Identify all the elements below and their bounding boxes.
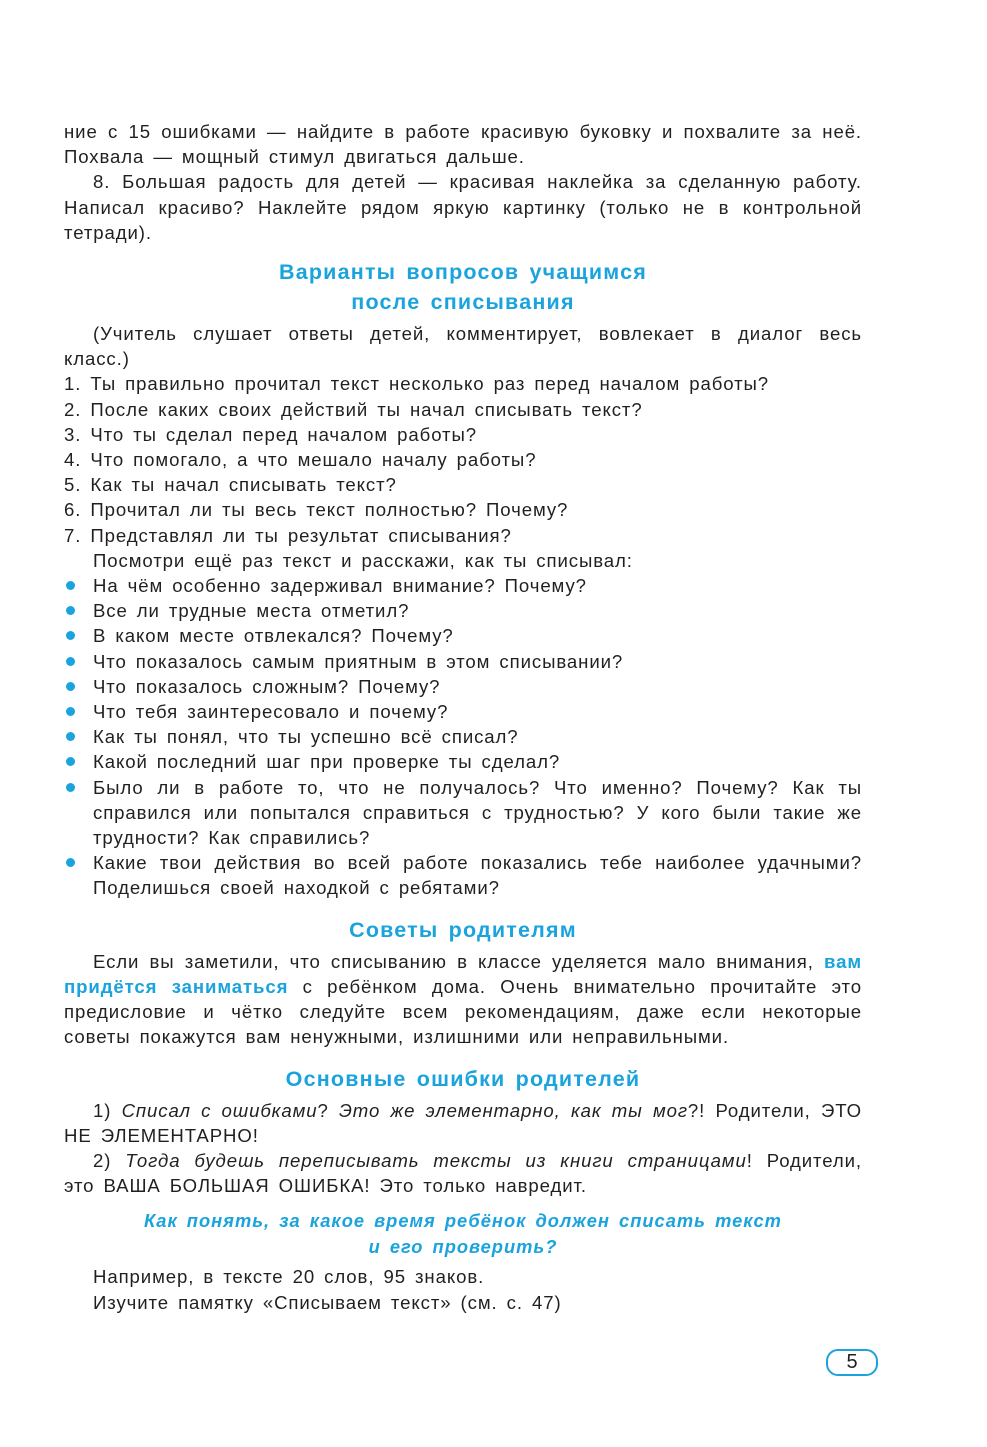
bullet-lead: Посмотри ещё раз текст и расскажи, как ты списывал: [93, 549, 633, 571]
list-item: Какой последний шаг при проверке ты сделал? [64, 749, 862, 774]
list-item: 4. Что помогало, а что мешало началу работы? [64, 449, 537, 471]
list-item: 1. Ты правильно прочитал текст несколько раз перед началом работы? [64, 373, 770, 395]
bullet-icon [66, 631, 75, 640]
list-item: В каком месте отвлекался? Почему? [64, 623, 862, 648]
section-title-questions-2: после списывания [351, 290, 575, 315]
list-item: 3. Что ты сделал перед началом работы? [64, 423, 477, 445]
list-item: 6. Прочитал ли ты весь текст полностью? Почему? [64, 499, 569, 521]
list-item: Какие твои действия во всей работе показались тебе наиболее удачными? Поделишься своей находкой с ребятами? [64, 850, 862, 900]
subsection-title-2: и его проверить? [368, 1236, 558, 1258]
list-item: 5. Как ты начал списывать текст? [64, 474, 397, 496]
section-title-parents-advice: Советы родителям [349, 917, 577, 942]
highlight-text: вам придётся заниматься [64, 950, 862, 997]
bullet-icon [66, 657, 75, 666]
list-item: Что показалось самым приятным в этом списывании? [64, 649, 862, 674]
intro-paragraph: ние с 15 ошибками — найдите в работе красивую буковку и похвалите за неё. Похвала — мощный стимул двигаться дальше. [64, 121, 862, 168]
example-line: Например, в тексте 20 слов, 95 знаков. [93, 1266, 485, 1288]
page-number: 5 [826, 1349, 878, 1376]
memo-line: Изучите памятку «Списываем текст» (см. с. 47) [93, 1291, 562, 1313]
tip-8-paragraph: 8. Большая радость для детей — красивая наклейка за сделанную работу. Написал красиво? Наклейте рядом яркую картинку (только не в контрольной тетради). [64, 171, 862, 243]
bullet-icon [66, 783, 75, 792]
list-item: Что тебя заинтересовало и почему? [64, 699, 862, 724]
list-item: 7. Представлял ли ты результат списывания? [64, 524, 512, 546]
list-item: Все ли трудные места отметил? [64, 598, 862, 623]
list-item: На чём особенно задерживал внимание? Почему? [64, 573, 862, 598]
parents-advice-paragraph: Если вы заметили, что списыванию в классе уделяется мало внимания, вам придётся заниматься с ребёнком дома. Очень внимательно прочитайте это предисловие и чётко следуйте всем рекомендациям, даже если некоторые советы покажутся вам ненужными, излишними или неправильными. [64, 950, 862, 1048]
mistake-2: 2) Тогда будешь переписывать тексты из книги страницами! Родители, это ВАША БОЛЬШАЯ ОШИБКА! Это только навредит. [64, 1149, 862, 1197]
subsection-title-1: Как понять, за какое время ребёнок должен списать текст [144, 1210, 782, 1232]
section-title-questions-1: Варианты вопросов учащимся [278, 260, 648, 285]
bullet-icon [66, 682, 75, 691]
page-content [64, 119, 862, 1315]
list-item: Как ты понял, что ты успешно всё списал? [64, 724, 862, 749]
bullet-icon [66, 757, 75, 766]
bullet-list [64, 573, 862, 901]
list-item: 2. После каких своих действий ты начал списывать текст? [64, 398, 643, 420]
bullet-icon [66, 707, 75, 716]
bullet-icon [66, 581, 75, 590]
bullet-icon [66, 732, 75, 741]
mistake-1: 1) Списал с ошибками? Это же элементарно, как ты мог?! Родители, ЭТО НЕ ЭЛЕМЕНТАРНО! [64, 1099, 862, 1146]
question-list [64, 371, 862, 547]
list-item: Что показалось сложным? Почему? [64, 674, 862, 699]
bullet-icon [66, 606, 75, 615]
list-item: Было ли в работе то, что не получалось? Что именно? Почему? Как ты справился или попытался справиться с трудностью? У кого были такие же трудности? Как справились? [64, 775, 862, 851]
bullet-icon [66, 858, 75, 867]
section-title-parents-mistakes: Основные ошибки родителей [285, 1066, 641, 1091]
teacher-note: (Учитель слушает ответы детей, комментирует, вовлекает в диалог весь класс.) [64, 323, 862, 370]
